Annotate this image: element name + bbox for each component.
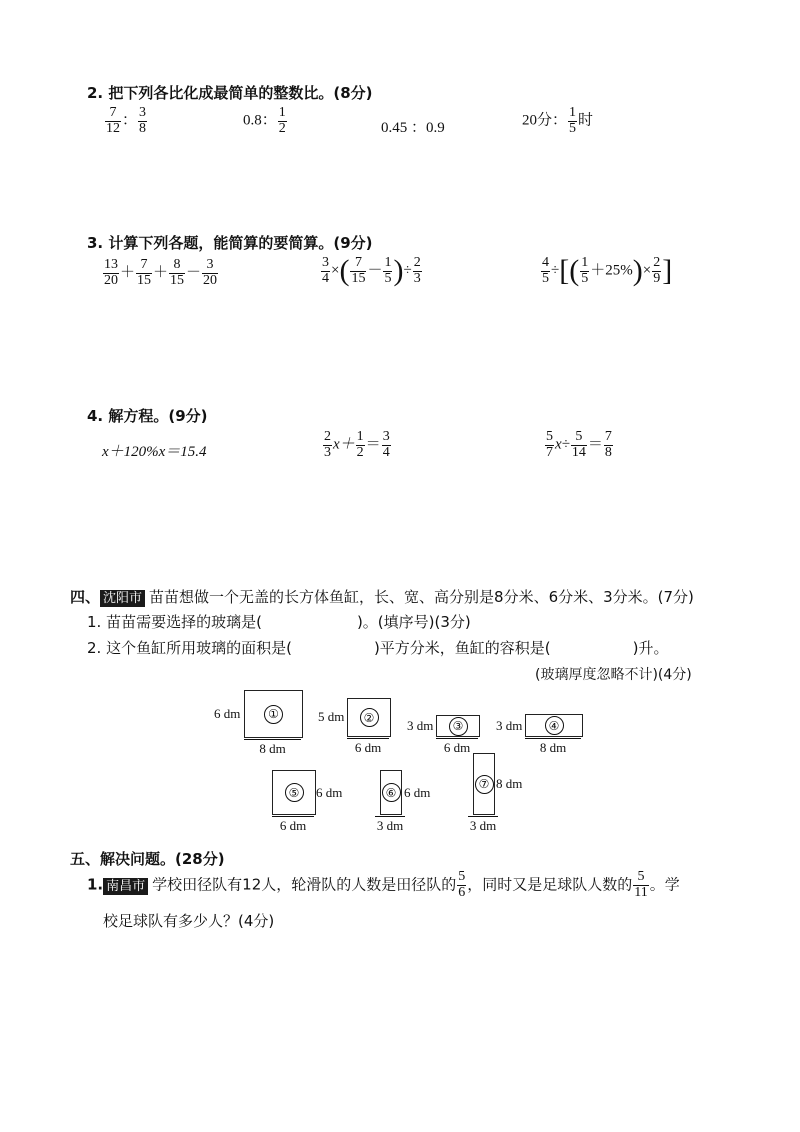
s4-note: (玻璃厚度忽略不计)(4分)	[535, 667, 692, 683]
q3-expr-3: $\frac{4}{5}$ ÷[( $\frac{1}{5}$ ＋25%)× $\frac{2}{9}$ ]	[542, 254, 673, 287]
q4-eq-3: $\frac{5}{7}$ x÷ $\frac{5}{14}$ ＝ $\frac{7}{8}$	[546, 429, 612, 460]
dim-label: 3 dm	[496, 718, 523, 733]
q2-item-1: $\frac{7}{12}$ ： $\frac{3}{8}$	[106, 105, 147, 136]
dim-label: 6 dm	[316, 785, 343, 800]
dim-label: 6 dm	[436, 738, 478, 756]
glass-piece-6: ⑥	[380, 770, 402, 815]
q3-expr-1: $\frac{13}{20}$ ＋ $\frac{7}{15}$ ＋ $\frac{8}{15}$ － $\frac{3}{20}$	[104, 257, 218, 288]
dim-label: 5 dm	[318, 709, 345, 724]
glass-piece-1: ①	[244, 690, 303, 738]
dim-label: 3 dm	[376, 818, 404, 833]
fraction: $\frac{7}{12}$	[106, 105, 120, 136]
dim-label: 6 dm	[214, 706, 241, 721]
fraction: $\frac{1}{2}$	[278, 105, 286, 136]
q2-item-2: 0.8： $\frac{1}{2}$	[243, 105, 286, 136]
region-tag: 南昌市	[103, 878, 148, 895]
q3-expr-2: $\frac{3}{4}$ ×( $\frac{7}{15}$ － $\frac{1}{5}$ )÷ $\frac{2}{3}$	[322, 254, 421, 287]
dim-label: 8 dm	[525, 738, 581, 756]
s4-question-2: 2. 这个鱼缸所用玻璃的面积是( )平方分米，鱼缸的容积是( )升。	[87, 639, 669, 657]
s5-question-1: 1. 南昌市 学校田径队有12人，轮滑队的人数是田径队的 $\frac{5}{6}$ ，同时又是足球队人数的 $\frac{5}{11}$ 。学	[87, 869, 680, 900]
s4-question-1: 1. 苗苗需要选择的玻璃是( )。(填序号)(3分)	[87, 613, 471, 631]
q4-eq-1: x＋120%x＝15.4	[102, 444, 207, 460]
glass-piece-2: ②	[347, 698, 391, 737]
glass-piece-3: ③	[436, 715, 480, 737]
dim-label: 6 dm	[272, 816, 314, 834]
region-tag: 沈阳市	[100, 590, 145, 607]
fraction: $\frac{3}{8}$	[139, 105, 147, 136]
glass-piece-4: ④	[525, 714, 583, 737]
q2-item-4: 20分： $\frac{1}{5}$ 时	[522, 105, 594, 136]
section-4-intro: 四、 沈阳市 苗苗想做一个无盖的长方体鱼缸，长、宽、高分别是8分米、6分米、3分米。(7分)	[70, 588, 694, 606]
section-5-title: 五、解决问题。(28分)	[70, 850, 225, 868]
q3-title: 3. 计算下列各题，能简算的要简算。(9分)	[87, 234, 373, 252]
q4-eq-2: $\frac{2}{3}$ x＋ $\frac{1}{2}$ ＝ $\frac{3}{4}$	[324, 429, 390, 460]
q2-title: 2. 把下列各比化成最简单的整数比。(8分)	[87, 84, 373, 102]
dim-label: 3 dm	[407, 718, 434, 733]
glass-piece-7: ⑦	[473, 753, 495, 815]
glass-piece-5: ⑤	[272, 770, 316, 815]
s5-question-1-line2: 校足球队有多少人？(4分)	[103, 912, 275, 930]
q2-item-3: 0.45 ：0.9	[381, 120, 445, 136]
dim-label: 6 dm	[404, 785, 431, 800]
q4-title: 4. 解方程。(9分)	[87, 407, 208, 425]
fraction: $\frac{1}{5}$	[569, 105, 577, 136]
dim-label: 8 dm	[244, 739, 301, 757]
dim-label: 8 dm	[496, 776, 523, 791]
dim-label: 6 dm	[347, 738, 389, 756]
dim-label: 3 dm	[469, 818, 497, 833]
